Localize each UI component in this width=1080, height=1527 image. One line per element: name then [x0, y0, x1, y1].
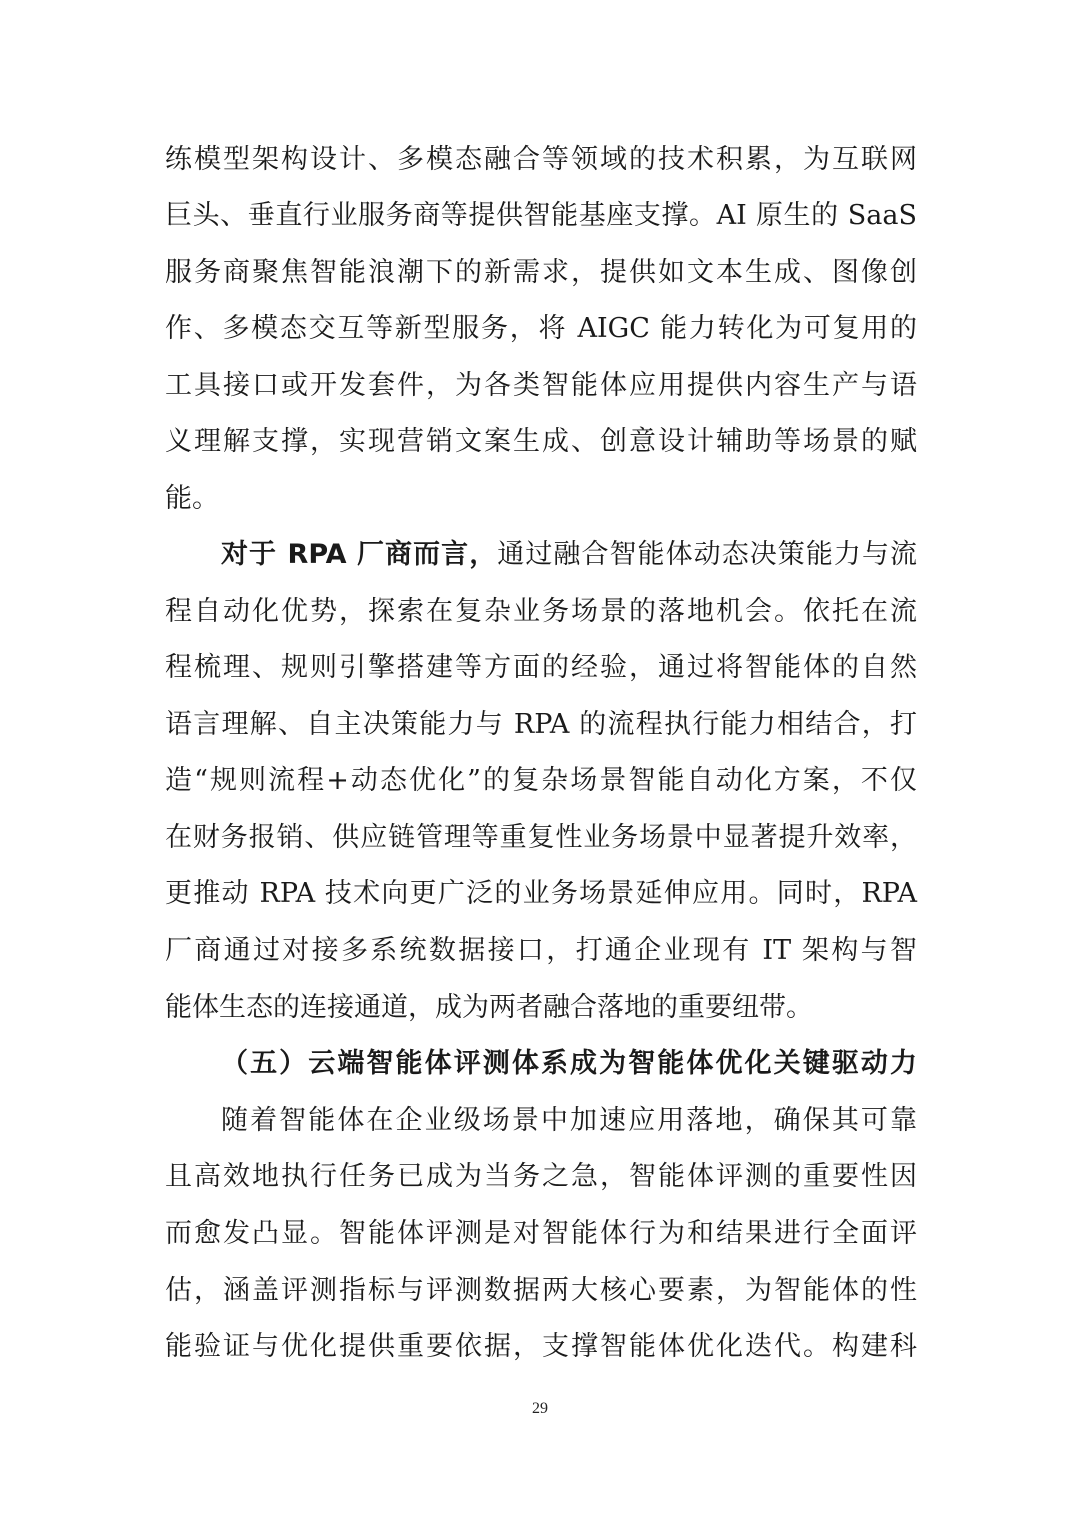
paragraph-2-line-4: 语言理解、自主决策能力与 RPA 的流程执行能力相结合，打	[165, 709, 917, 740]
paragraph-3-line-2: 且高效地执行任务已成为当务之急，智能体评测的重要性因	[165, 1161, 917, 1192]
paragraph-3-line-4: 估，涵盖评测指标与评测数据两大核心要素，为智能体的性	[165, 1275, 917, 1306]
paragraph-3-line-5: 能验证与优化提供重要依据，支撑智能体优化迭代。构建科	[165, 1331, 917, 1362]
paragraph-1-line-3: 服务商聚焦智能浪潮下的新需求，提供如文本生成、图像创	[165, 257, 917, 288]
paragraph-1-line-1: 练模型架构设计、多模态融合等领域的技术积累，为互联网	[165, 144, 917, 175]
section-heading: （五）云端智能体评测体系成为智能体优化关键驱动力	[221, 1048, 917, 1079]
paragraph-2-line-7: 更推动 RPA 技术向更广泛的业务场景延伸应用。同时，RPA	[165, 878, 917, 909]
paragraph-2-first-line-rest: 通过融合智能体动态决策能力与流	[497, 539, 918, 570]
paragraph-3-line-1: 随着智能体在企业级场景中加速应用落地，确保其可靠	[221, 1105, 917, 1136]
paragraph-1-line-2: 巨头、垂直行业服务商等提供智能基座支撑。AI 原生的 SaaS	[165, 200, 917, 231]
paragraph-1-line-6: 义理解支撑，实现营销文案生成、创意设计辅助等场景的赋	[165, 426, 917, 457]
paragraph-2-line-8: 厂商通过对接多系统数据接口，打通企业现有 IT 架构与智	[165, 935, 917, 966]
page-number: 29	[532, 1400, 548, 1417]
paragraph-2-line-6: 在财务报销、供应链管理等重复性业务场景中显著提升效率，	[165, 822, 917, 853]
paragraph-1-line-4: 作、多模态交互等新型服务，将 AIGC 能力转化为可复用的	[165, 313, 917, 344]
paragraph-2-line-5: 造“规则流程+动态优化”的复杂场景智能自动化方案，不仅	[165, 765, 917, 796]
paragraph-1-line-7: 能。	[165, 483, 219, 514]
paragraph-2-line-9: 能体生态的连接通道，成为两者融合落地的重要纽带。	[165, 992, 813, 1023]
paragraph-3-line-3: 而愈发凸显。智能体评测是对智能体行为和结果进行全面评	[165, 1218, 917, 1249]
paragraph-2-line-3: 程梳理、规则引擎搭建等方面的经验，通过将智能体的自然	[165, 652, 917, 683]
paragraph-1-line-5: 工具接口或开发套件，为各类智能体应用提供内容生产与语	[165, 370, 917, 401]
paragraph-2-line-2: 程自动化优势，探索在复杂业务场景的落地机会。依托在流	[165, 596, 917, 627]
paragraph-2-lead-bold: 对于 RPA 厂商而言，	[221, 539, 498, 570]
paragraph-2-line-1	[221, 535, 917, 575]
